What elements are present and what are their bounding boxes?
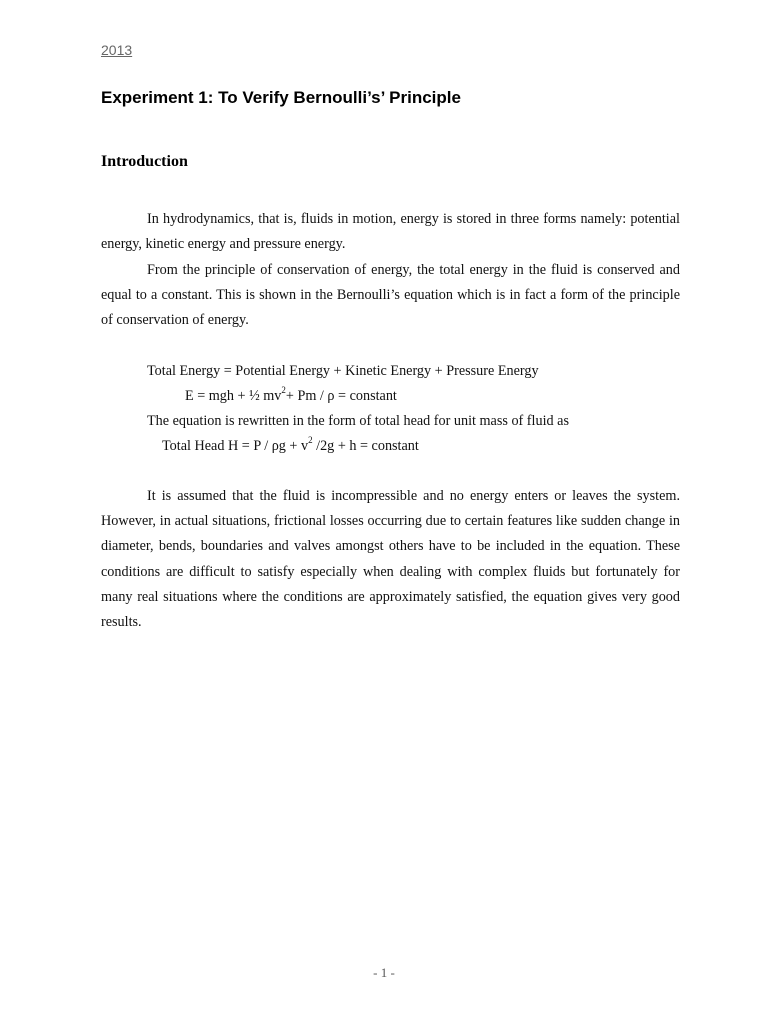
equation-head-rhs: /2g + h = constant <box>312 438 419 454</box>
equation-energy-lhs: E = mgh + ½ mv <box>185 388 282 404</box>
header-year: 2013 <box>101 42 133 58</box>
paragraph-conservation: From the principle of conservation of energy, the total energy in the fluid is conserved and equal to a constant. This is shown in the Bernoulli’s equation which is in fact a form of the principle of conservation of energy. <box>101 262 680 329</box>
equation-total-head <box>162 434 419 459</box>
equation-energy <box>185 384 397 409</box>
equation-head-exponent: 2 <box>308 435 313 446</box>
paragraph-assumptions: It is assumed that the fluid is incompressible and no energy enters or leaves the system. However, in actual situations, frictional losses occurring due to certain features like sudden change in diameter, bends, boundaries and valves amongst others have to be included in the equation. These conditions are difficult to satisfy especially when dealing with complex fluids but fortunately for many real situations where the conditions are approximately satisfied, the equation gives very good results. <box>101 488 680 631</box>
equation-energy-rhs: + Pm / ρ = constant <box>285 388 397 404</box>
equation-energy-exponent: 2 <box>281 385 286 396</box>
page-number: - 1 - <box>373 965 395 980</box>
equation-rewrite-note: The equation is rewritten in the form of total head for unit mass of fluid as <box>147 413 569 429</box>
section-heading-introduction: Introduction <box>101 153 188 170</box>
equation-head-lhs: Total Head H = P / ρg + v <box>162 438 309 454</box>
equation-total-energy: Total Energy = Potential Energy + Kinetic Energy + Pressure Energy <box>147 363 539 379</box>
document-title: Experiment 1: To Verify Bernoulli’s’ Principle <box>101 88 461 107</box>
paragraph-hydrodynamics: In hydrodynamics, that is, fluids in motion, energy is stored in three forms namely: potential energy, kinetic energy and pressure energy. <box>101 211 680 253</box>
